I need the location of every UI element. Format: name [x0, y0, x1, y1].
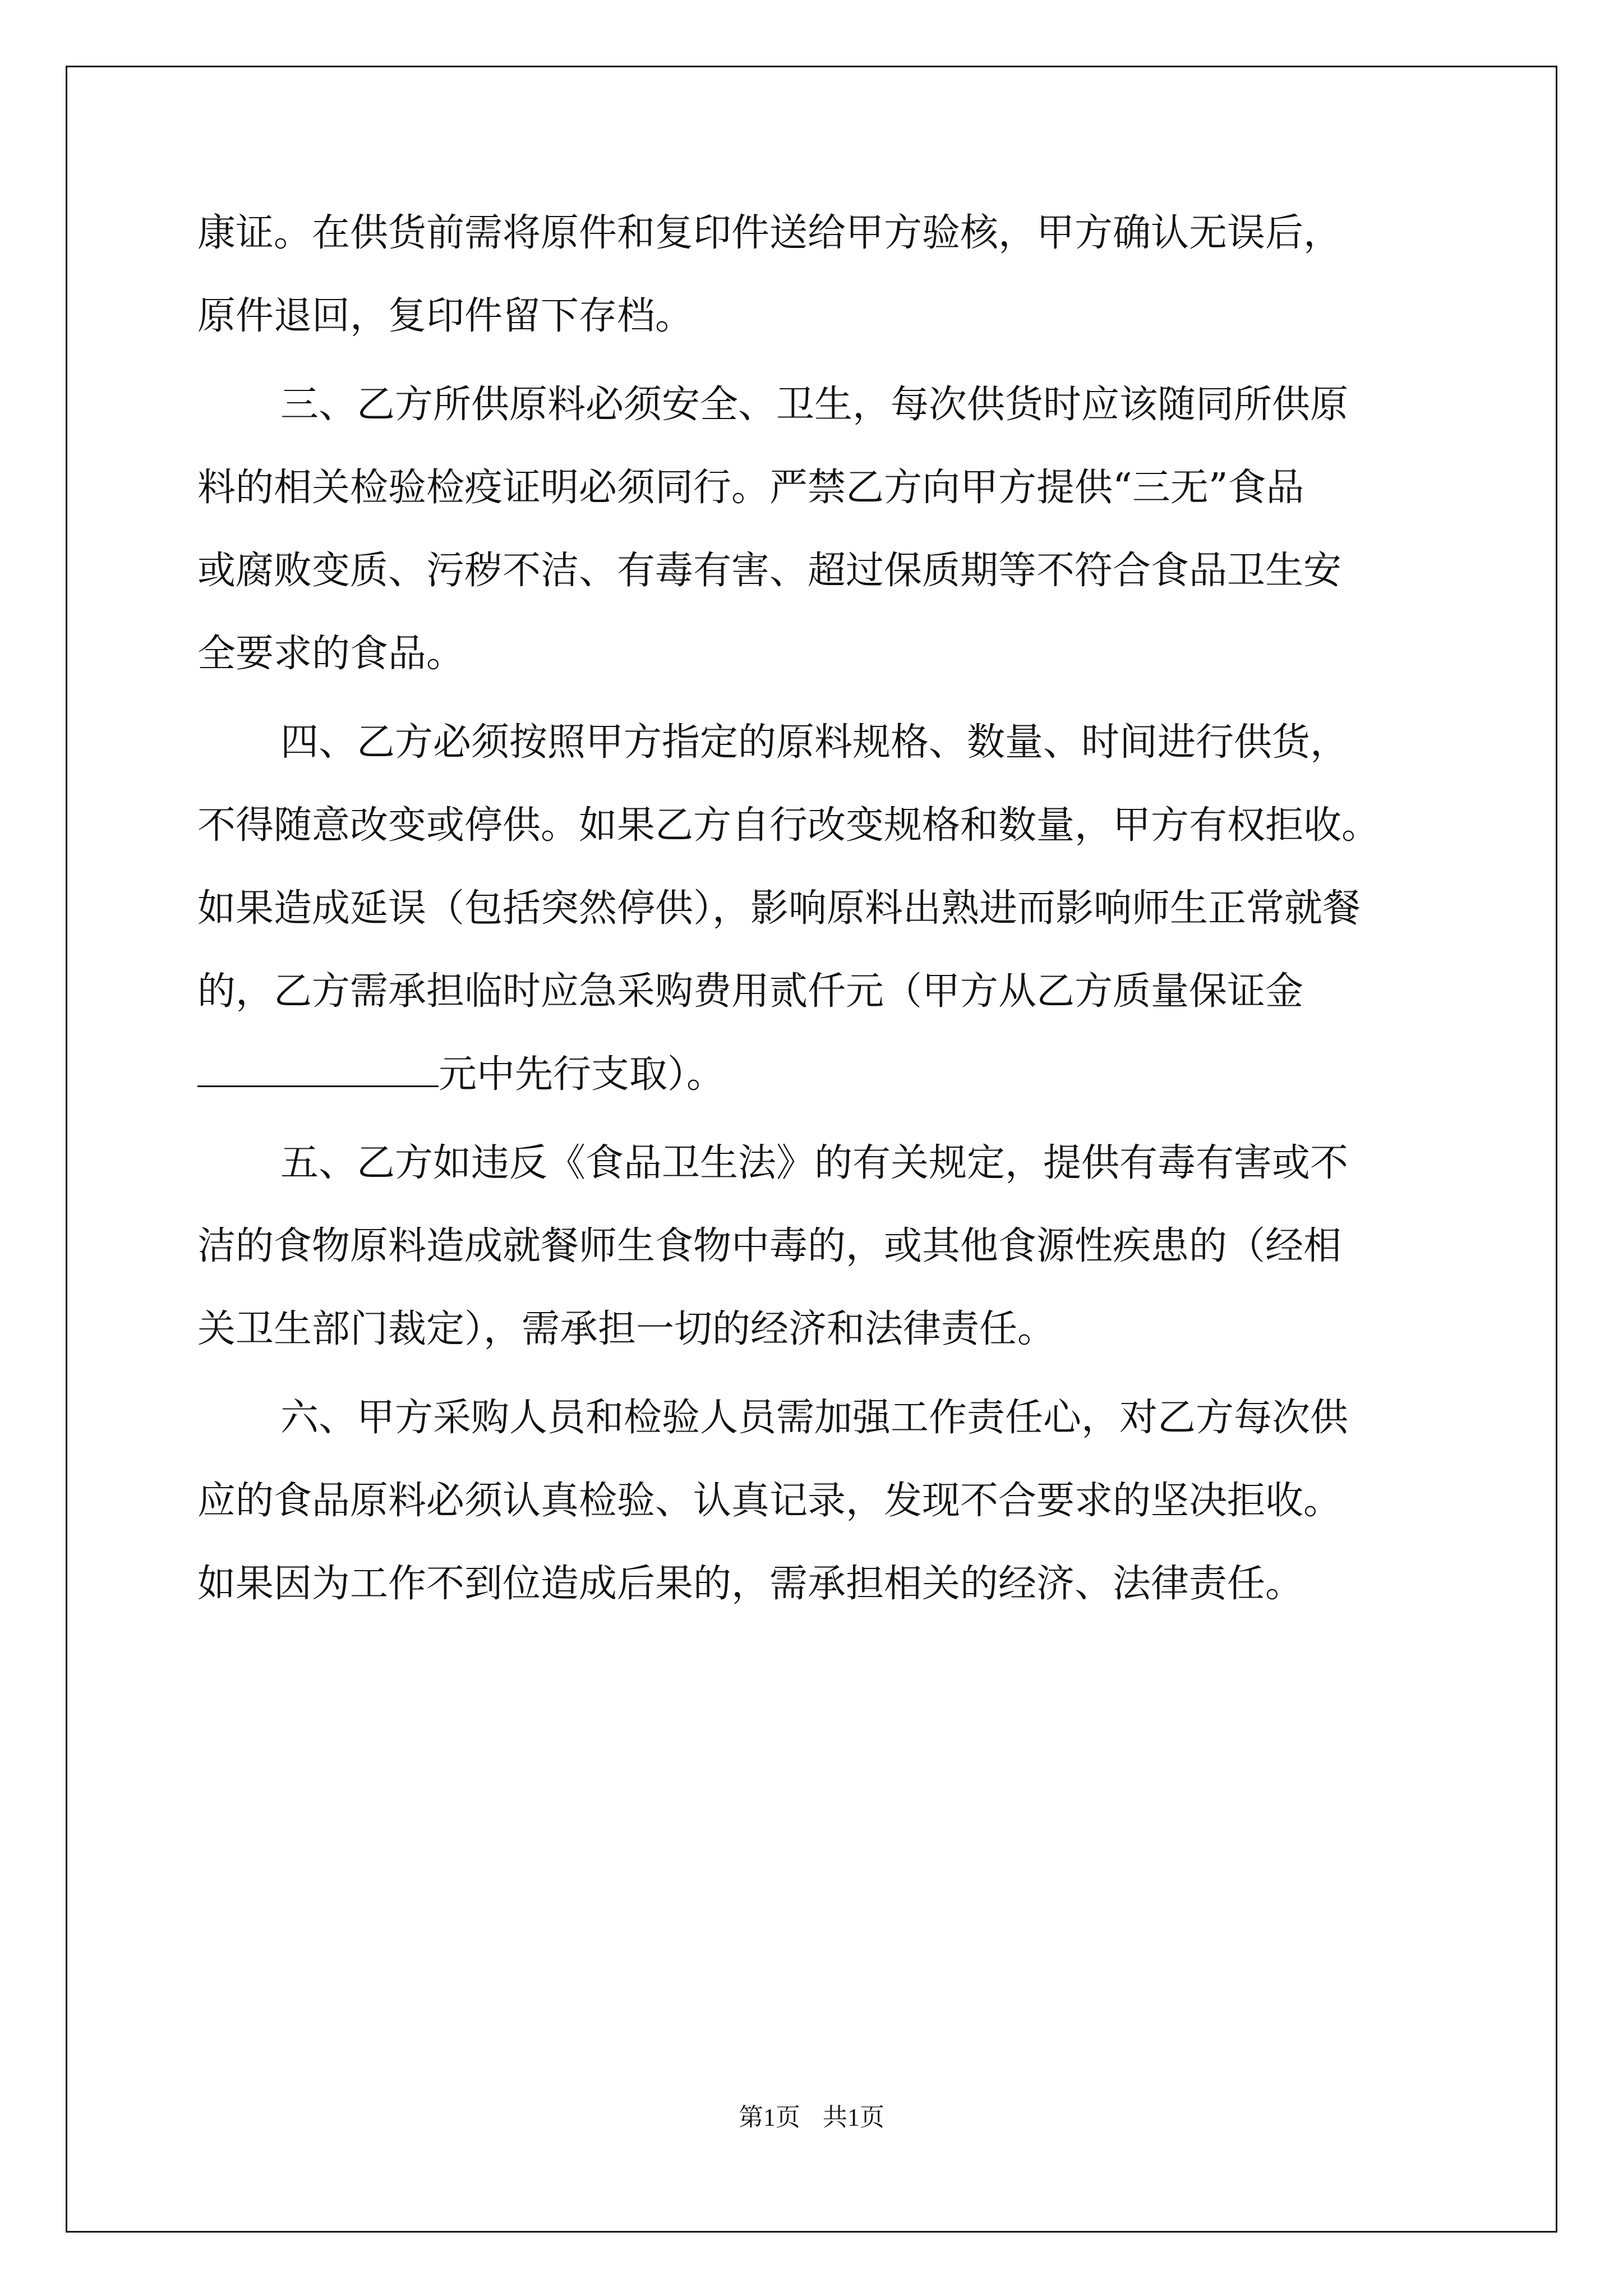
text-line: 四、乙方必须按照甲方指定的原料规格、数量、时间进行供货， — [280, 720, 1349, 765]
text-line: 全要求的食品。 — [197, 632, 465, 676]
fill-in-blank — [197, 1052, 439, 1087]
paragraph-4 — [197, 701, 1431, 1116]
page-number: 第1页 — [739, 2104, 800, 2131]
paragraph-5 — [197, 1122, 1431, 1371]
paragraph-2-continuation — [197, 192, 1431, 358]
text-line: 应的食品原料必须认真检验、认真记录，发现不合要求的坚决拒收。 — [197, 1479, 1342, 1523]
text-line: 料的相关检验检疫证明必须同行。严禁乙方向甲方提供“三无”食品 — [197, 466, 1304, 510]
text-line-with-blank — [197, 1033, 1431, 1116]
document-body — [197, 192, 1431, 1626]
text-line: 如果造成延误（包括突然停供），影响原料出熟进而影响师生正常就餐 — [197, 886, 1361, 931]
text-line: 洁的食物原料造成就餐师生食物中毒的，或其他食源性疾患的（经相 — [197, 1224, 1342, 1268]
text-line: 元中先行支取）。 — [439, 1052, 725, 1097]
text-line: 康证。在供货前需将原件和复印件送给甲方验核，甲方确认无误后， — [197, 211, 1342, 255]
text-line: 或腐败变质、污秽不洁、有毒有害、超过保质期等不符合食品卫生安 — [197, 549, 1342, 593]
text-line: 原件退回，复印件留下存档。 — [197, 294, 694, 338]
page-total: 共1页 — [823, 2104, 884, 2131]
text-line: 关卫生部门裁定），需承担一切的经济和法律责任。 — [197, 1307, 1056, 1351]
paragraph-6 — [197, 1377, 1431, 1626]
paragraph-3 — [197, 364, 1431, 696]
text-line: 五、乙方如违反《食品卫生法》的有关规定，提供有毒有害或不 — [280, 1141, 1349, 1185]
text-line: 三、乙方所供原料必须安全、卫生，每次供货时应该随同所供原 — [280, 383, 1349, 427]
page-footer — [0, 2097, 1623, 2133]
text-line: 的，乙方需承担临时应急采购费用贰仟元（甲方从乙方质量保证金 — [197, 969, 1304, 1014]
text-line: 六、甲方采购人员和检验人员需加强工作责任心，对乙方每次供 — [280, 1396, 1349, 1440]
text-line: 不得随意改变或停供。如果乙方自行改变规格和数量，甲方有权拒收。 — [197, 803, 1380, 848]
text-line: 如果因为工作不到位造成后果的，需承担相关的经济、法律责任。 — [197, 1562, 1304, 1606]
